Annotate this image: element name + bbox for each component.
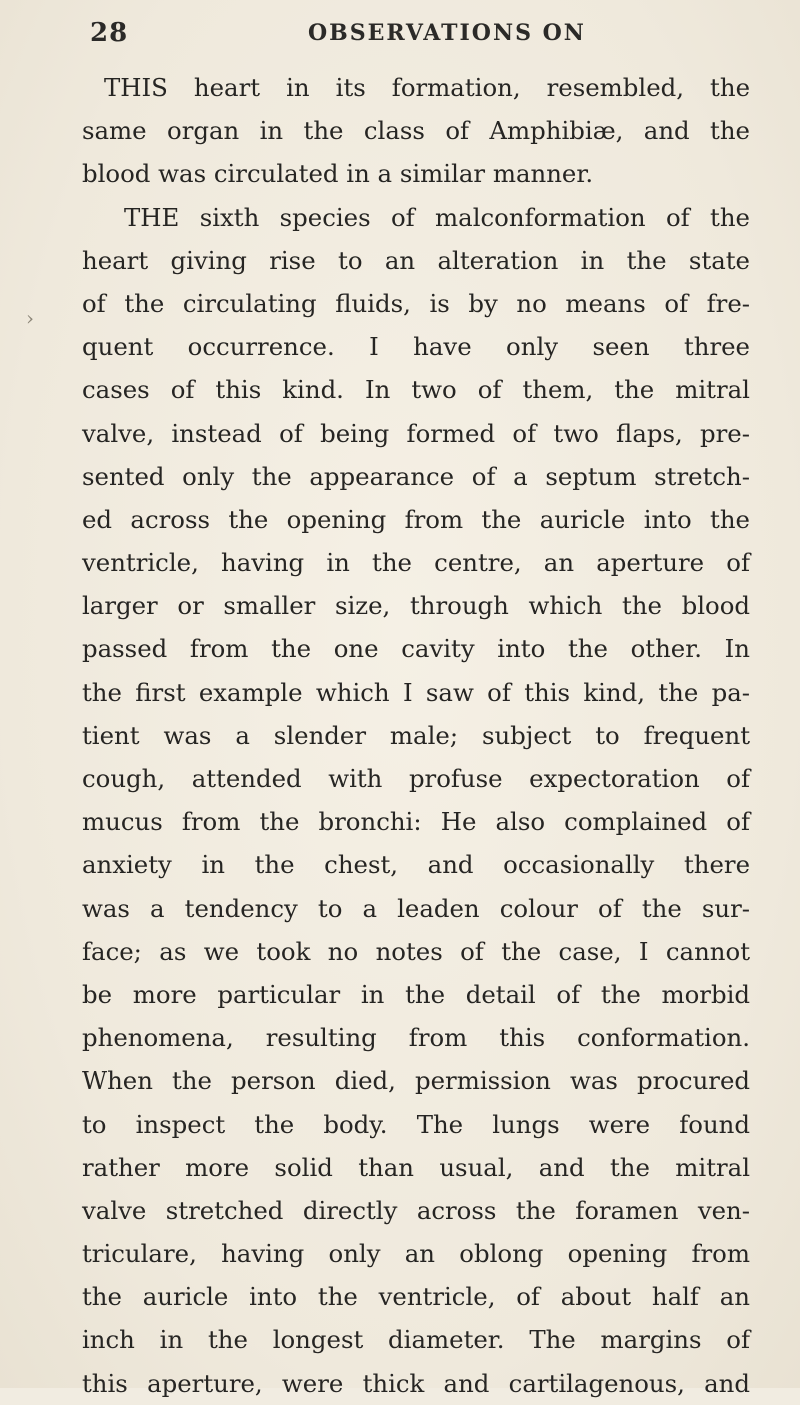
text-line: blood was circulated in a similar manner.: [82, 159, 594, 189]
text-line: the first example which I saw of this kind, the pa-: [82, 677, 750, 707]
body-text: [82, 66, 750, 1405]
page-number: 28: [90, 18, 129, 48]
running-title: OBSERVATIONS ON: [308, 20, 586, 46]
margin-mark: ›: [26, 306, 34, 330]
text-line: THIS heart in its formation, resembled, the: [104, 73, 750, 102]
text-line: face; as we took no notes of the case, I cannot: [82, 936, 750, 966]
text-line: be more particular in the detail of the morbid: [82, 979, 750, 1009]
text-line: larger or smaller size, through which the blood: [82, 591, 750, 621]
text-line: phenomena, resulting from this conformation.: [82, 1023, 750, 1053]
text-line: this aperture, were thick and cartilagenous, and: [82, 1368, 750, 1398]
text-line: cases of this kind. In two of them, the mitral: [82, 375, 750, 405]
text-line: inch in the longest diameter. The margins of: [82, 1325, 750, 1355]
text-line: ventricle, having in the centre, an aperture of: [82, 548, 750, 578]
text-line: When the person died, permission was procured: [82, 1066, 750, 1096]
text-line: ed across the opening from the auricle into the: [82, 504, 750, 534]
text-line: valve stretched directly across the foramen ven-: [82, 1195, 750, 1225]
text-line: mucus from the bronchi: He also complained of: [82, 807, 750, 837]
page-header: [90, 18, 750, 58]
text-line: valve, instead of being formed of two flaps, pre-: [82, 418, 750, 448]
text-line: was a tendency to a leaden colour of the sur-: [82, 893, 750, 923]
text-line: to inspect the body. The lungs were found: [82, 1109, 750, 1139]
text-line: same organ in the class of Amphibiæ, and the: [82, 116, 750, 146]
text-line: triculare, having only an oblong opening from: [82, 1239, 750, 1269]
text-line: anxiety in the chest, and occasionally there: [82, 850, 750, 880]
text-line: of the circulating fluids, is by no means of fre-: [82, 288, 750, 318]
text-line: heart giving rise to an alteration in the state: [82, 245, 750, 275]
text-line: passed from the one cavity into the other. In: [82, 634, 750, 664]
text-line: tient was a slender male; subject to frequent: [82, 720, 750, 750]
text-line: the auricle into the ventricle, of about half an: [82, 1282, 750, 1312]
text-line: quent occurrence. I have only seen three: [82, 332, 750, 362]
text-line: rather more solid than usual, and the mitral: [82, 1152, 750, 1182]
text-line: sented only the appearance of a septum stretch-: [82, 461, 750, 491]
text-line: THE sixth species of malconformation of the: [124, 202, 750, 232]
text-line: cough, attended with profuse expectoration of: [82, 764, 750, 793]
